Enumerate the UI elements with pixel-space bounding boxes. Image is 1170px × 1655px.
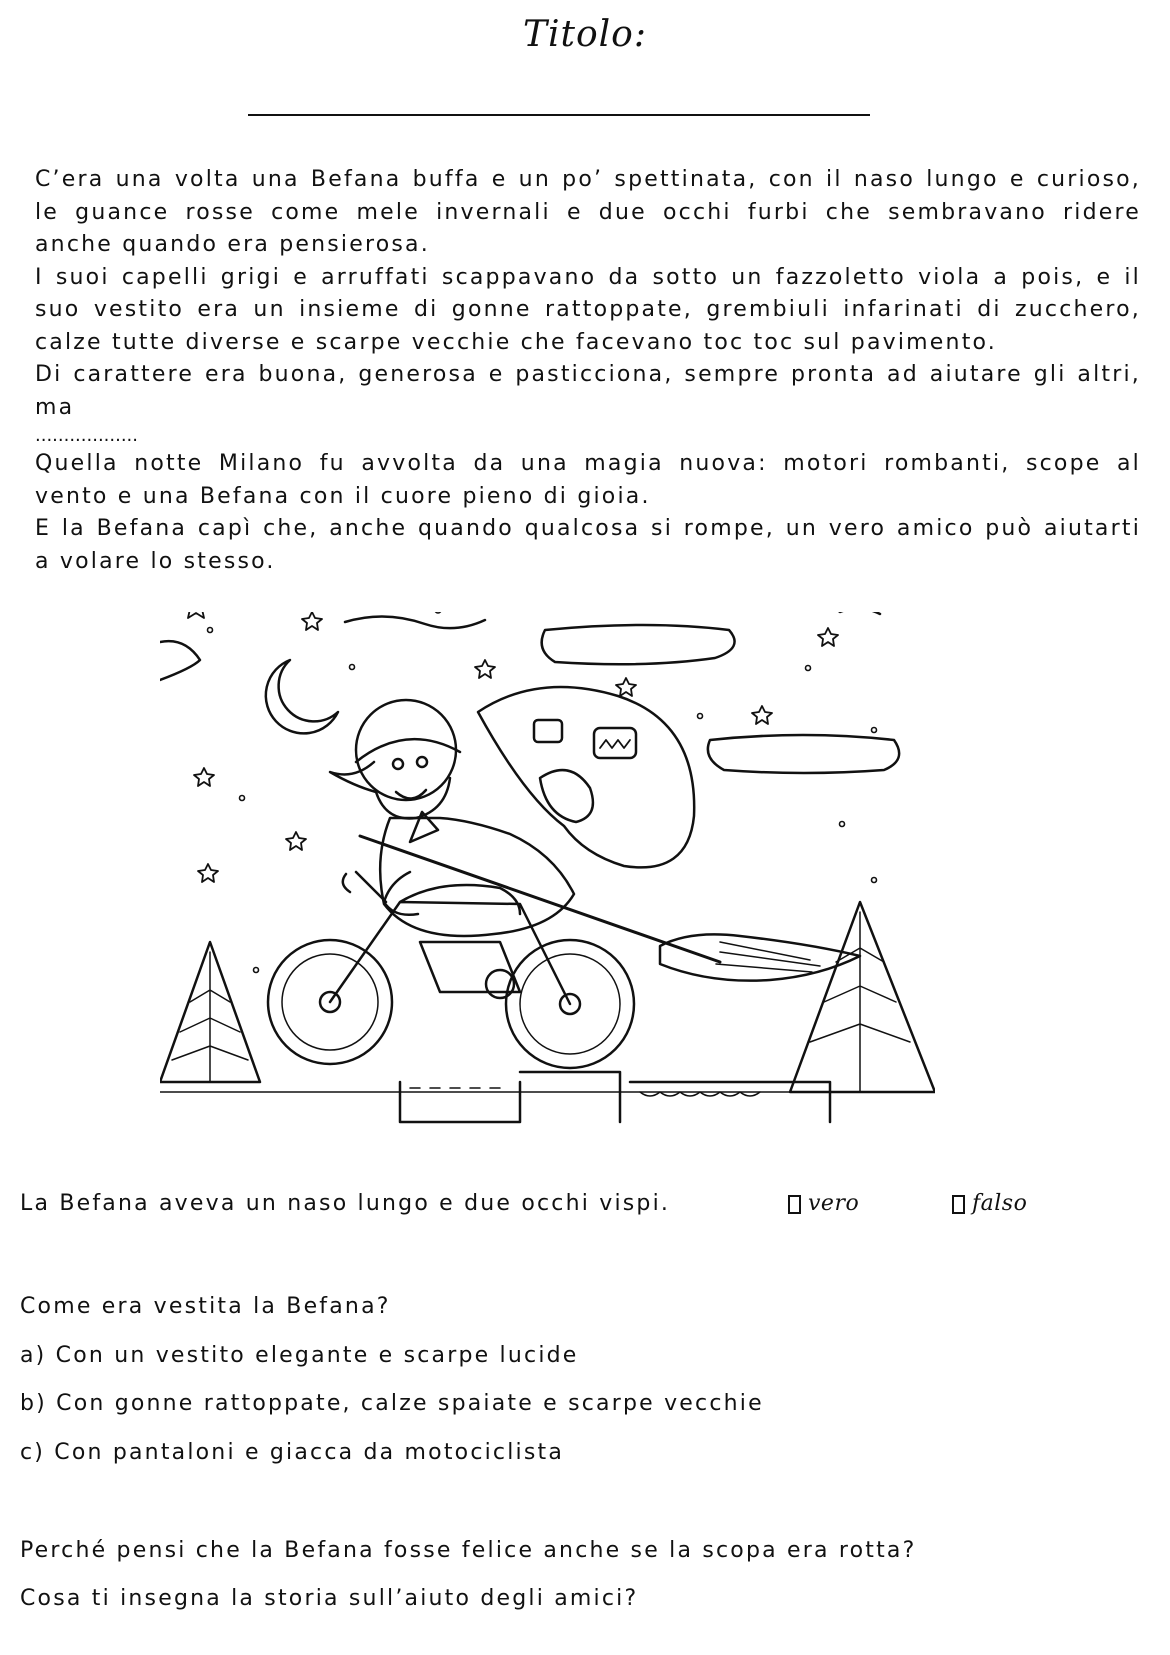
story-gap-dots: .................. xyxy=(35,425,138,446)
answer-option-a[interactable]: a) Con un vestito elegante e scarpe lucide xyxy=(20,1342,579,1368)
page-title: Titolo: xyxy=(523,14,647,55)
cloud-shape xyxy=(790,612,880,614)
question-text: La Befana aveva un naso lungo e due occhi vispi. xyxy=(20,1191,671,1216)
helmet xyxy=(356,700,456,800)
option-true[interactable] xyxy=(788,1188,859,1220)
question-text: Come era vestita la Befana? xyxy=(20,1294,391,1319)
option-false[interactable] xyxy=(952,1188,1027,1220)
story-paragraph: C’era una volta una Befana buffa e un po’ spettinata, con il naso lungo e curioso, le guance rosse come mele invernali e due occhi furbi che sembravano ridere anche quando era pensierosa. xyxy=(35,167,1141,257)
motorcycle-frame xyxy=(330,885,570,1004)
cloud-shape xyxy=(345,616,485,628)
star-icons xyxy=(183,612,838,882)
story-paragraph: Di carattere era buona, generosa e pasticciona, sempre pronta ad aiutare gli altri, ma xyxy=(35,362,1141,420)
story-paragraph: Quella notte Milano fu avvolta da una magia nuova: motori rombanti, scope al vento e una Befana con il cuore pieno di gioia. xyxy=(35,451,1141,509)
dot-icons xyxy=(208,612,877,973)
story-text xyxy=(35,164,1141,578)
answer-option-c[interactable]: c) Con pantaloni e giacca da motociclista xyxy=(20,1439,565,1465)
open-question: Cosa ti insegna la storia sull’aiuto degli amici? xyxy=(20,1586,639,1611)
befana-motorcycle-illustration xyxy=(160,612,935,1164)
true-false-question xyxy=(20,1188,1150,1220)
checkbox-icon[interactable] xyxy=(788,1195,801,1214)
tree-right xyxy=(790,902,935,1092)
cloud-shape xyxy=(708,735,899,773)
open-question: Perché pensi che la Befana fosse felice anche se la scopa era rotta? xyxy=(20,1538,917,1563)
option-true-label: vero xyxy=(808,1191,860,1216)
multiple-choice-question xyxy=(20,1283,1150,1477)
story-paragraph: I suoi capelli grigi e arruffati scappavano da sotto un fazzoletto viola a pois, e il suo vestito era un insieme di gonne rattoppate, grembiuli infarinati di zucchero, calze tutte diverse e scarpe vecchie che facevano toc toc sul pavimento. xyxy=(35,264,1141,355)
open-questions xyxy=(20,1527,1150,1623)
option-false-label: falso xyxy=(972,1191,1028,1216)
answer-option-b[interactable]: b) Con gonne rattoppate, calze spaiate e scarpe vecchie xyxy=(20,1391,764,1416)
cloud-shape xyxy=(160,641,200,680)
title-answer-line[interactable] xyxy=(248,114,870,116)
sack xyxy=(478,687,694,867)
witch-face xyxy=(330,762,450,818)
cloud-shape xyxy=(542,625,735,664)
checkbox-icon[interactable] xyxy=(952,1195,965,1214)
rooftops xyxy=(400,1072,830,1122)
story-paragraph: E la Befana capì che, anche quando qualcosa si rompe, un vero amico può aiutarti a volare lo stesso. xyxy=(35,516,1141,574)
moon-icon xyxy=(266,660,338,733)
